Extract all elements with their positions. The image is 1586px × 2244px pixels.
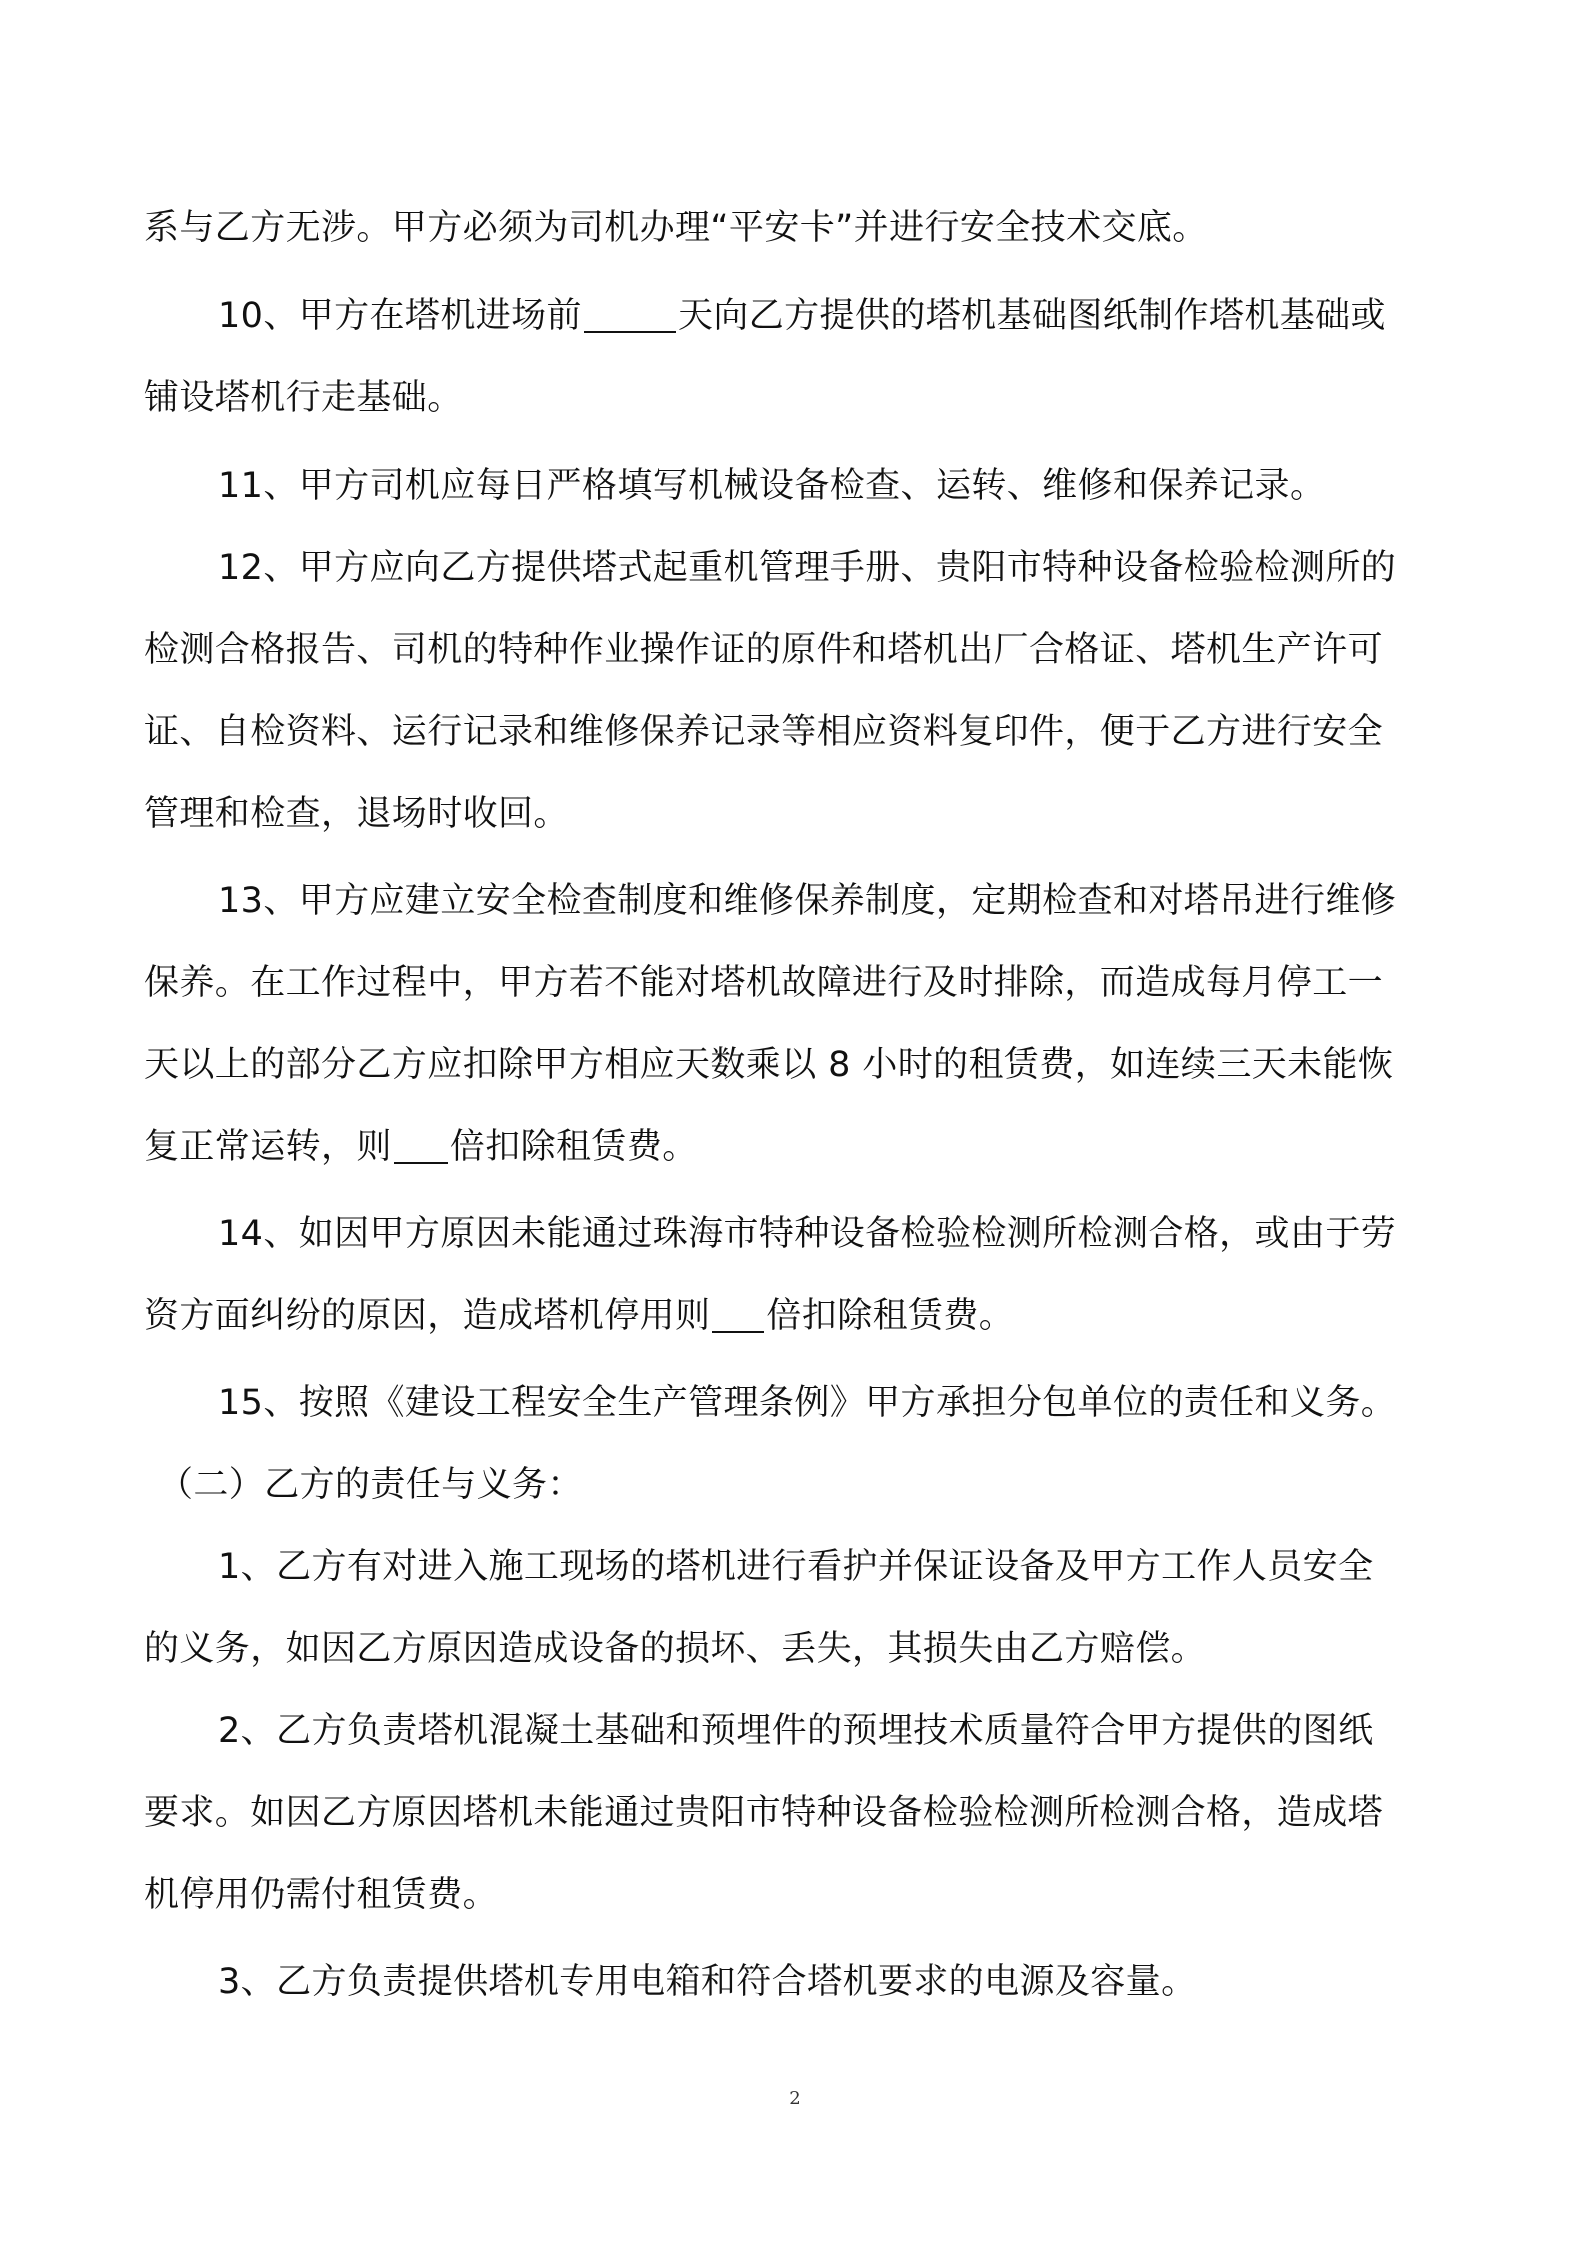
text-line bbox=[144, 1117, 1454, 1177]
text-line: 机停用仍需付租赁费。 bbox=[144, 1875, 499, 1915]
text-fragment: 倍扣除租赁费。 bbox=[449, 1127, 698, 1167]
fill-in-blank bbox=[584, 291, 676, 333]
text-fragment: 复正常运转，则 bbox=[144, 1127, 392, 1167]
fill-in-blank bbox=[394, 1122, 448, 1164]
text-line: 检测合格报告、司机的特种作业操作证的原件和塔机出厂合格证、塔机生产许可 bbox=[144, 630, 1384, 670]
text-line bbox=[144, 1286, 1454, 1346]
text-fragment: 天向乙方提供的塔机基础图纸制作塔机基础或 bbox=[677, 296, 1386, 336]
text-line: 保养。在工作过程中，甲方若不能对塔机故障进行及时排除，而造成每月停工一 bbox=[144, 963, 1384, 1003]
text-fragment: 10、甲方在塔机进场前 bbox=[218, 296, 582, 336]
text-line: 证、自检资料、运行记录和维修保养记录等相应资料复印件，便于乙方进行安全 bbox=[144, 712, 1384, 752]
text-line: 1、乙方有对进入施工现场的塔机进行看护并保证设备及甲方工作人员安全 bbox=[218, 1547, 1374, 1587]
text-line: 天以上的部分乙方应扣除甲方相应天数乘以 8 小时的租赁费，如连续三天未能恢 bbox=[144, 1045, 1394, 1085]
text-line: 铺设塔机行走基础。 bbox=[144, 378, 463, 418]
text-fragment: 资方面纠纷的原因，造成塔机停用则 bbox=[144, 1296, 711, 1336]
text-line: 12、甲方应向乙方提供塔式起重机管理手册、贵阳市特种设备检验检测所的 bbox=[218, 548, 1397, 588]
text-fragment: 倍扣除租赁费。 bbox=[766, 1296, 1015, 1336]
text-line bbox=[218, 286, 1454, 346]
text-line: 14、如因甲方原因未能通过珠海市特种设备检验检测所检测合格，或由于劳 bbox=[218, 1214, 1397, 1254]
fill-in-blank bbox=[712, 1291, 764, 1333]
page-number: 2 bbox=[789, 2088, 801, 2109]
section-heading: （二）乙方的责任与义务： bbox=[158, 1465, 583, 1505]
text-line: 13、甲方应建立安全检查制度和维修保养制度，定期检查和对塔吊进行维修 bbox=[218, 881, 1397, 921]
text-line: 的义务，如因乙方原因造成设备的损坏、丢失，其损失由乙方赔偿。 bbox=[144, 1629, 1207, 1669]
text-line: 要求。如因乙方原因塔机未能通过贵阳市特种设备检验检测所检测合格，造成塔 bbox=[144, 1793, 1384, 1833]
text-line: 2、乙方负责塔机混凝土基础和预埋件的预埋技术质量符合甲方提供的图纸 bbox=[218, 1711, 1374, 1751]
text-line: 11、甲方司机应每日严格填写机械设备检查、运转、维修和保养记录。 bbox=[218, 466, 1326, 506]
text-line: 系与乙方无涉。甲方必须为司机办理“平安卡”并进行安全技术交底。 bbox=[144, 208, 1208, 248]
text-line: 15、按照《建设工程安全生产管理条例》甲方承担分包单位的责任和义务。 bbox=[218, 1383, 1397, 1423]
text-line: 管理和检查，退场时收回。 bbox=[144, 794, 569, 834]
text-line: 3、乙方负责提供塔机专用电箱和符合塔机要求的电源及容量。 bbox=[218, 1962, 1197, 2002]
